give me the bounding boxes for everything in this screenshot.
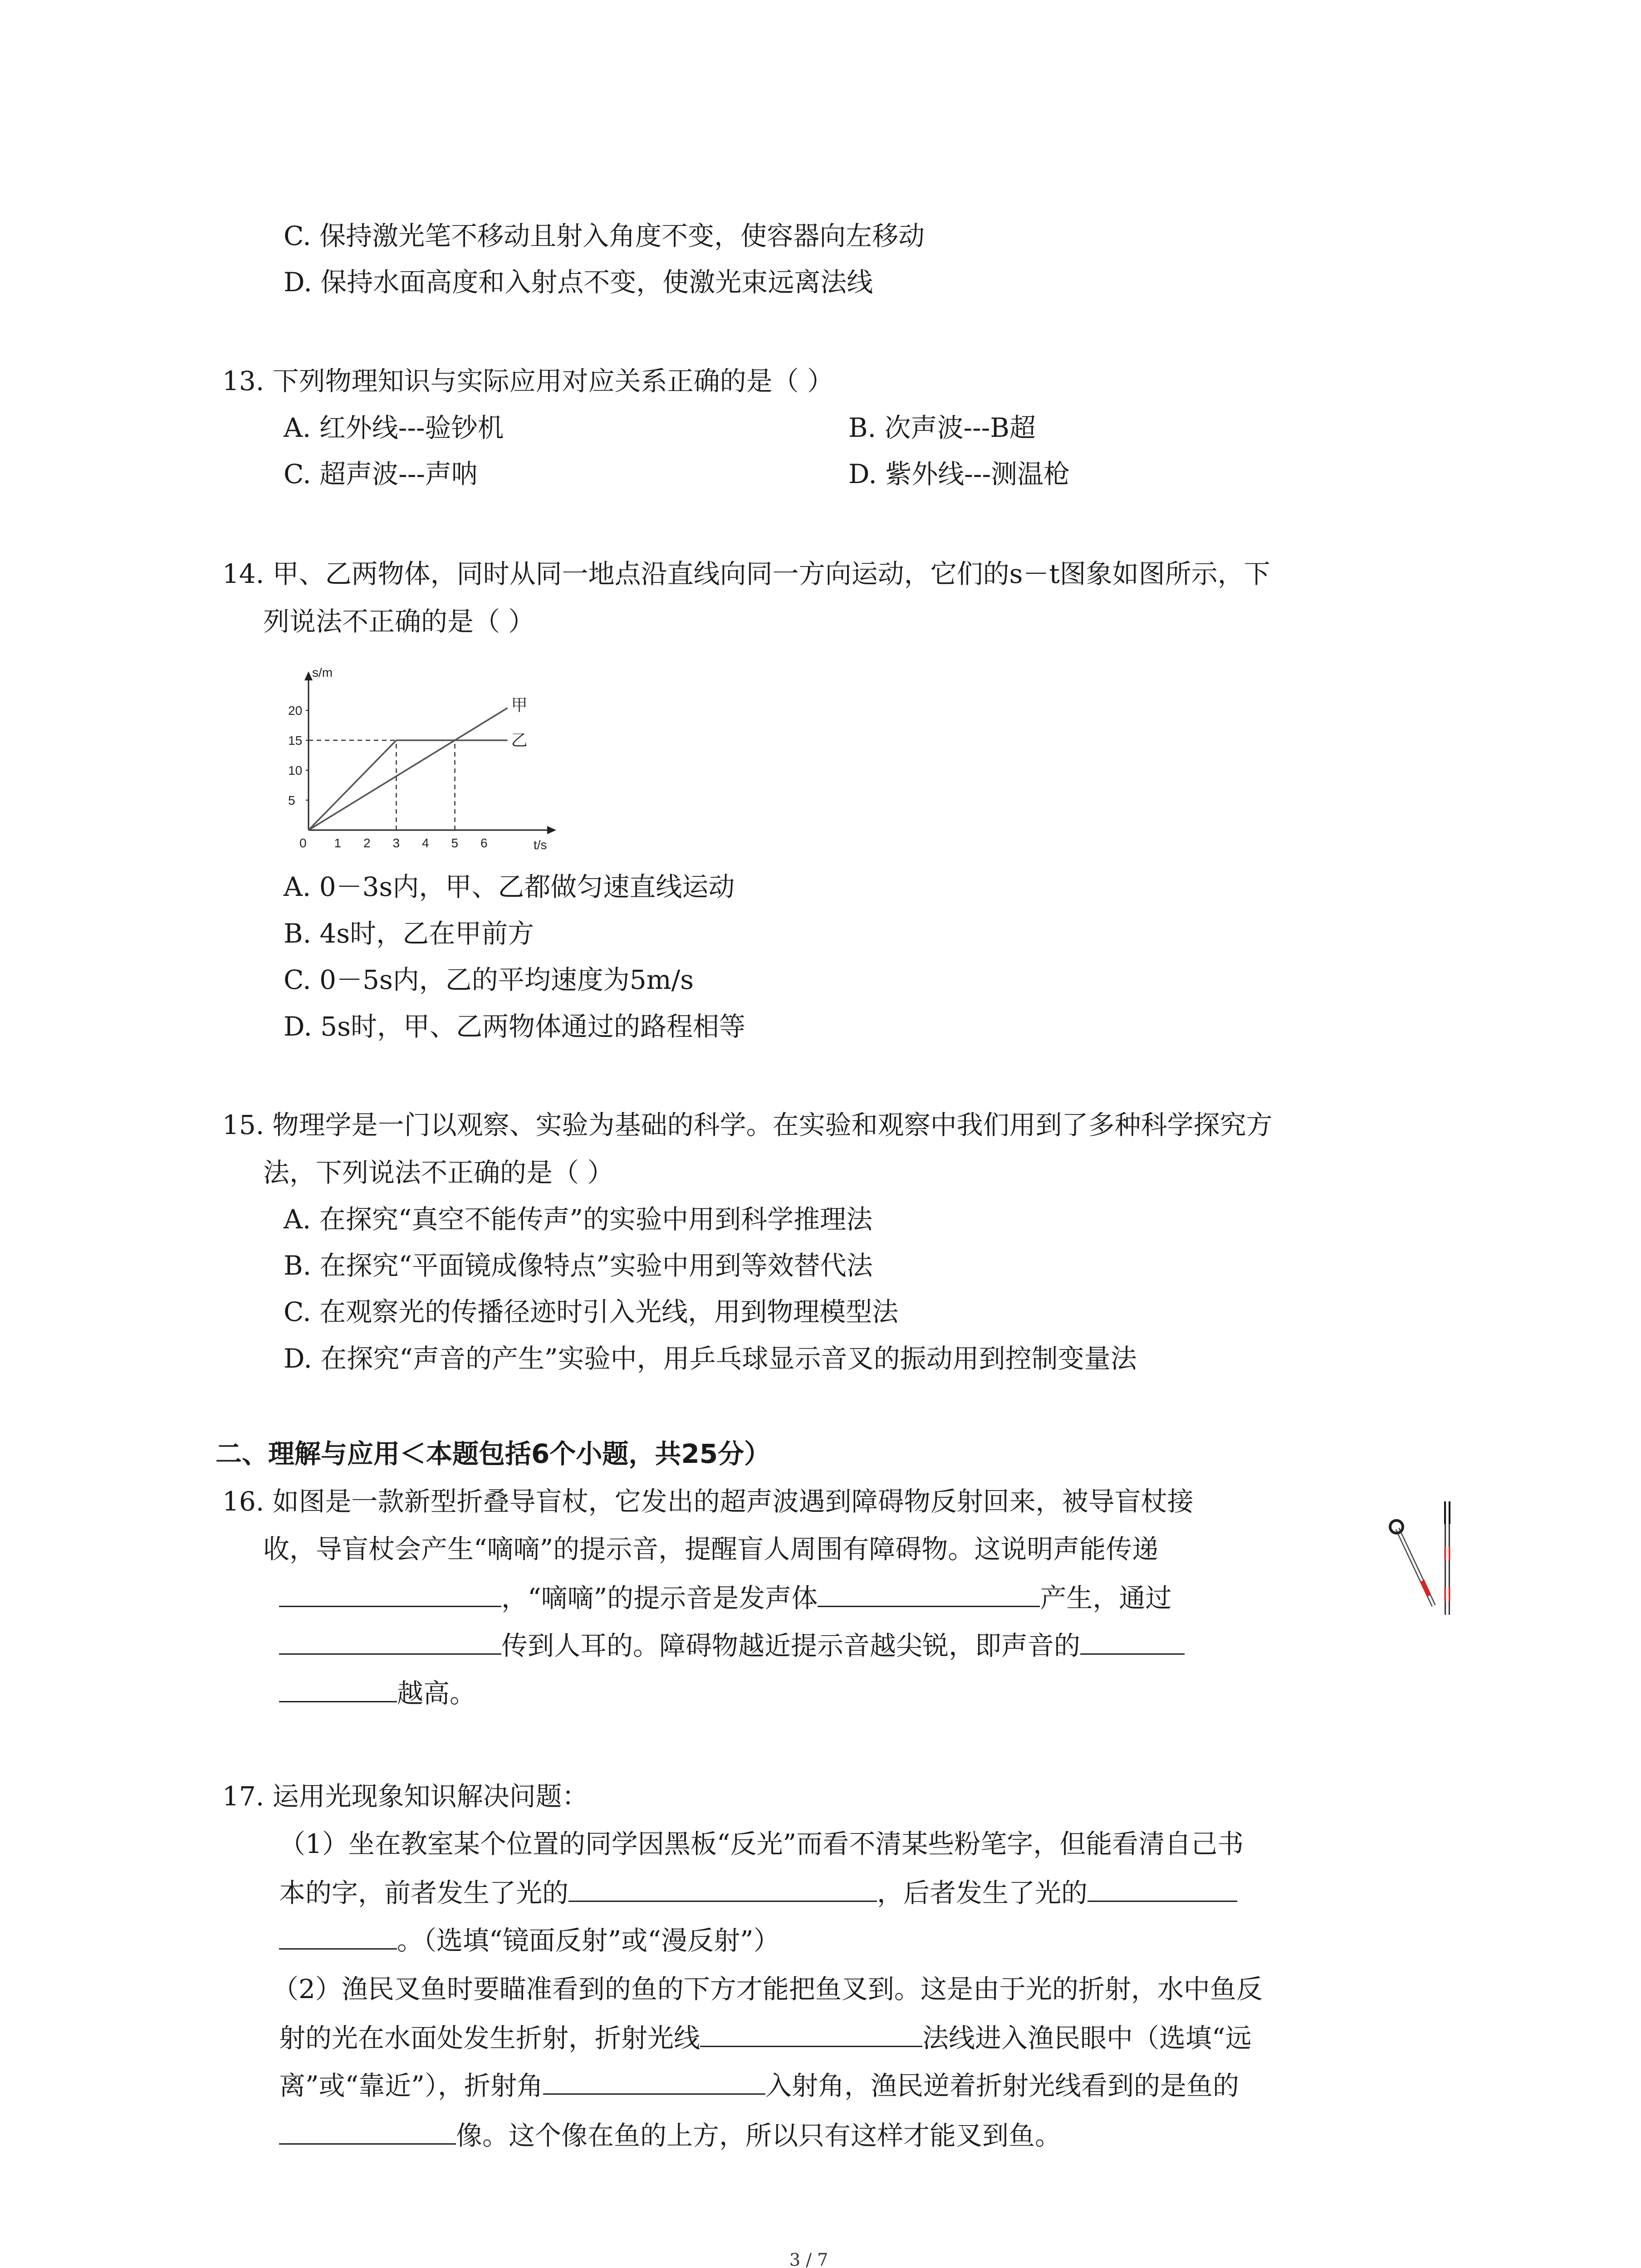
x-tick-label: 2 bbox=[363, 836, 371, 850]
q13-option-d: D. 紫外线---测温枪 bbox=[848, 459, 1070, 489]
q15-option-a: A. 在探究“真空不能传声”的实验中用到科学推理法 bbox=[284, 1204, 873, 1235]
q12-option-c: C. 保持激光笔不移动且射入角度不变，使容器向左移动 bbox=[284, 220, 925, 251]
q16-line4-text: 传到人耳的。障碍物越近提示音越尖锐，即声音的 bbox=[501, 1630, 1081, 1661]
x-tick-label: 6 bbox=[480, 836, 488, 850]
q16-line1: 16. 如图是一款新型折叠导盲杖，它发出的超声波遇到障碍物反射回来，被导盲杖接 bbox=[222, 1486, 1194, 1517]
x-tick-label: 4 bbox=[422, 836, 429, 850]
q15-stem-line1: 15. 物理学是一门以观察、实验为基础的科学。在实验和观察中我们用到了多种科学探究方 bbox=[222, 1110, 1273, 1140]
answer-blank[interactable] bbox=[279, 1674, 397, 1702]
q13-option-c: C. 超声波---声呐 bbox=[284, 459, 478, 489]
q14-option-b: B. 4s时，乙在甲前方 bbox=[284, 918, 534, 949]
answer-blank[interactable] bbox=[279, 1921, 397, 1950]
answer-blank[interactable] bbox=[818, 1579, 1040, 1607]
q13-stem: 13. 下列物理知识与实际应用对应关系正确的是（ ） bbox=[222, 366, 834, 396]
q16-line4 bbox=[279, 1626, 1185, 1664]
q14-stem-line1: 14. 甲、乙两物体，同时从同一地点沿直线向同一方向运动，它们的s－t图象如图所示，下 bbox=[222, 558, 1270, 589]
y-tick-label: 15 bbox=[288, 733, 303, 748]
q17-line6-text-b: 法线进入渔民眼中（选填“远 bbox=[922, 2023, 1252, 2053]
folding-cane-image bbox=[1379, 1492, 1465, 1624]
y-tick-label: 5 bbox=[288, 793, 295, 807]
q17-line6-text-a: 射的光在水面处发生折射，折射光线 bbox=[279, 2023, 700, 2053]
series-label: 甲 bbox=[511, 695, 528, 714]
q13-option-a: A. 红外线---验钞机 bbox=[284, 412, 504, 443]
q17-line1: 17. 运用光现象知识解决问题： bbox=[222, 1781, 588, 1812]
q17-line3 bbox=[279, 1873, 1237, 1911]
x-axis-arrow bbox=[547, 826, 556, 834]
q14-option-c: C. 0－5s内，乙的平均速度为5m/s bbox=[284, 964, 694, 995]
y-axis-arrow bbox=[304, 671, 313, 680]
answer-blank[interactable] bbox=[279, 2116, 456, 2145]
x-axis-label: t/s bbox=[534, 838, 547, 852]
answer-blank[interactable] bbox=[279, 1626, 501, 1655]
q17-line3-text-a: 本的字，前者发生了光的 bbox=[279, 1877, 569, 1908]
q17-line8 bbox=[279, 2116, 1061, 2154]
x-tick-label: 1 bbox=[334, 836, 342, 850]
answer-blank[interactable] bbox=[568, 1873, 877, 1902]
series-label: 乙 bbox=[511, 731, 528, 749]
q15-option-d: D. 在探究“声音的产生”实验中，用乒乓球显示音叉的振动用到控制变量法 bbox=[284, 1343, 1137, 1374]
series-line bbox=[309, 708, 508, 830]
q16-line3-text-a: ，“嘀嘀”的提示音是发声体 bbox=[501, 1583, 818, 1613]
q17-line4-text: 。（选填“镜面反射”或“漫反射”） bbox=[397, 1925, 780, 1956]
page-number: 3 / 7 bbox=[789, 2250, 828, 2268]
q16-line2: 收，导盲杖会产生“嘀嘀”的提示音，提醒盲人周围有障碍物。这说明声能传递 bbox=[263, 1534, 1159, 1564]
y-tick-label: 20 bbox=[288, 704, 303, 718]
q17-line7 bbox=[279, 2066, 1239, 2104]
q14-option-d: D. 5s时，甲、乙两物体通过的路程相等 bbox=[284, 1011, 745, 1042]
answer-blank[interactable] bbox=[700, 2019, 922, 2047]
answer-blank[interactable] bbox=[543, 2066, 765, 2095]
q16-line5 bbox=[279, 1674, 476, 1711]
q16-line3-text-b: 产生，通过 bbox=[1040, 1583, 1172, 1613]
series-line bbox=[309, 740, 508, 830]
q17-line5: （2）渔民叉鱼时要瞄准看到的鱼的下方才能把鱼叉到。这是由于光的折射，水中鱼反 bbox=[272, 1974, 1263, 2004]
x-tick-label: 0 bbox=[299, 836, 307, 850]
s-t-chart bbox=[268, 644, 576, 862]
q17-line4 bbox=[279, 1921, 780, 1959]
q17-line2: （1）坐在教室某个位置的同学因黑板“反光”而看不清某些粉笔字，但能看清自己书 bbox=[279, 1828, 1244, 1859]
q17-line6 bbox=[279, 2019, 1252, 2056]
answer-blank[interactable] bbox=[1087, 1873, 1237, 1902]
q12-option-d: D. 保持水面高度和入射点不变，使激光束远离法线 bbox=[284, 267, 873, 298]
y-tick-label: 10 bbox=[288, 763, 303, 777]
q17-line3-text-b: ，后者发生了光的 bbox=[877, 1877, 1088, 1908]
section-2-title: 二、理解与应用＜本题包括6个小题，共25分） bbox=[216, 1438, 771, 1469]
q14-option-a: A. 0－3s内，甲、乙都做匀速直线运动 bbox=[284, 871, 735, 902]
q13-option-b: B. 次声波---B超 bbox=[848, 412, 1036, 443]
answer-blank[interactable] bbox=[1080, 1626, 1185, 1655]
answer-blank[interactable] bbox=[279, 1579, 501, 1607]
q15-option-b: B. 在探究“平面镜成像特点”实验中用到等效替代法 bbox=[284, 1250, 873, 1281]
q17-line7-text-b: 入射角，渔民逆着折射光线看到的是鱼的 bbox=[765, 2070, 1239, 2101]
q15-stem-line2: 法，下列说法不正确的是（ ） bbox=[263, 1157, 614, 1188]
q17-line8-text: 像。这个像在鱼的上方，所以只有这样才能叉到鱼。 bbox=[456, 2120, 1062, 2151]
x-tick-label: 3 bbox=[392, 836, 400, 850]
x-tick-label: 5 bbox=[451, 836, 459, 850]
q17-line7-text-a: 离”或“靠近”），折射角 bbox=[279, 2070, 543, 2101]
q16-line5-text: 越高。 bbox=[397, 1678, 476, 1709]
q16-line3 bbox=[279, 1579, 1171, 1616]
q15-option-c: C. 在观察光的传播径迹时引入光线，用到物理模型法 bbox=[284, 1296, 899, 1327]
y-axis-label: s/m bbox=[312, 665, 333, 679]
q14-stem-line2: 列说法不正确的是（ ） bbox=[263, 606, 535, 637]
